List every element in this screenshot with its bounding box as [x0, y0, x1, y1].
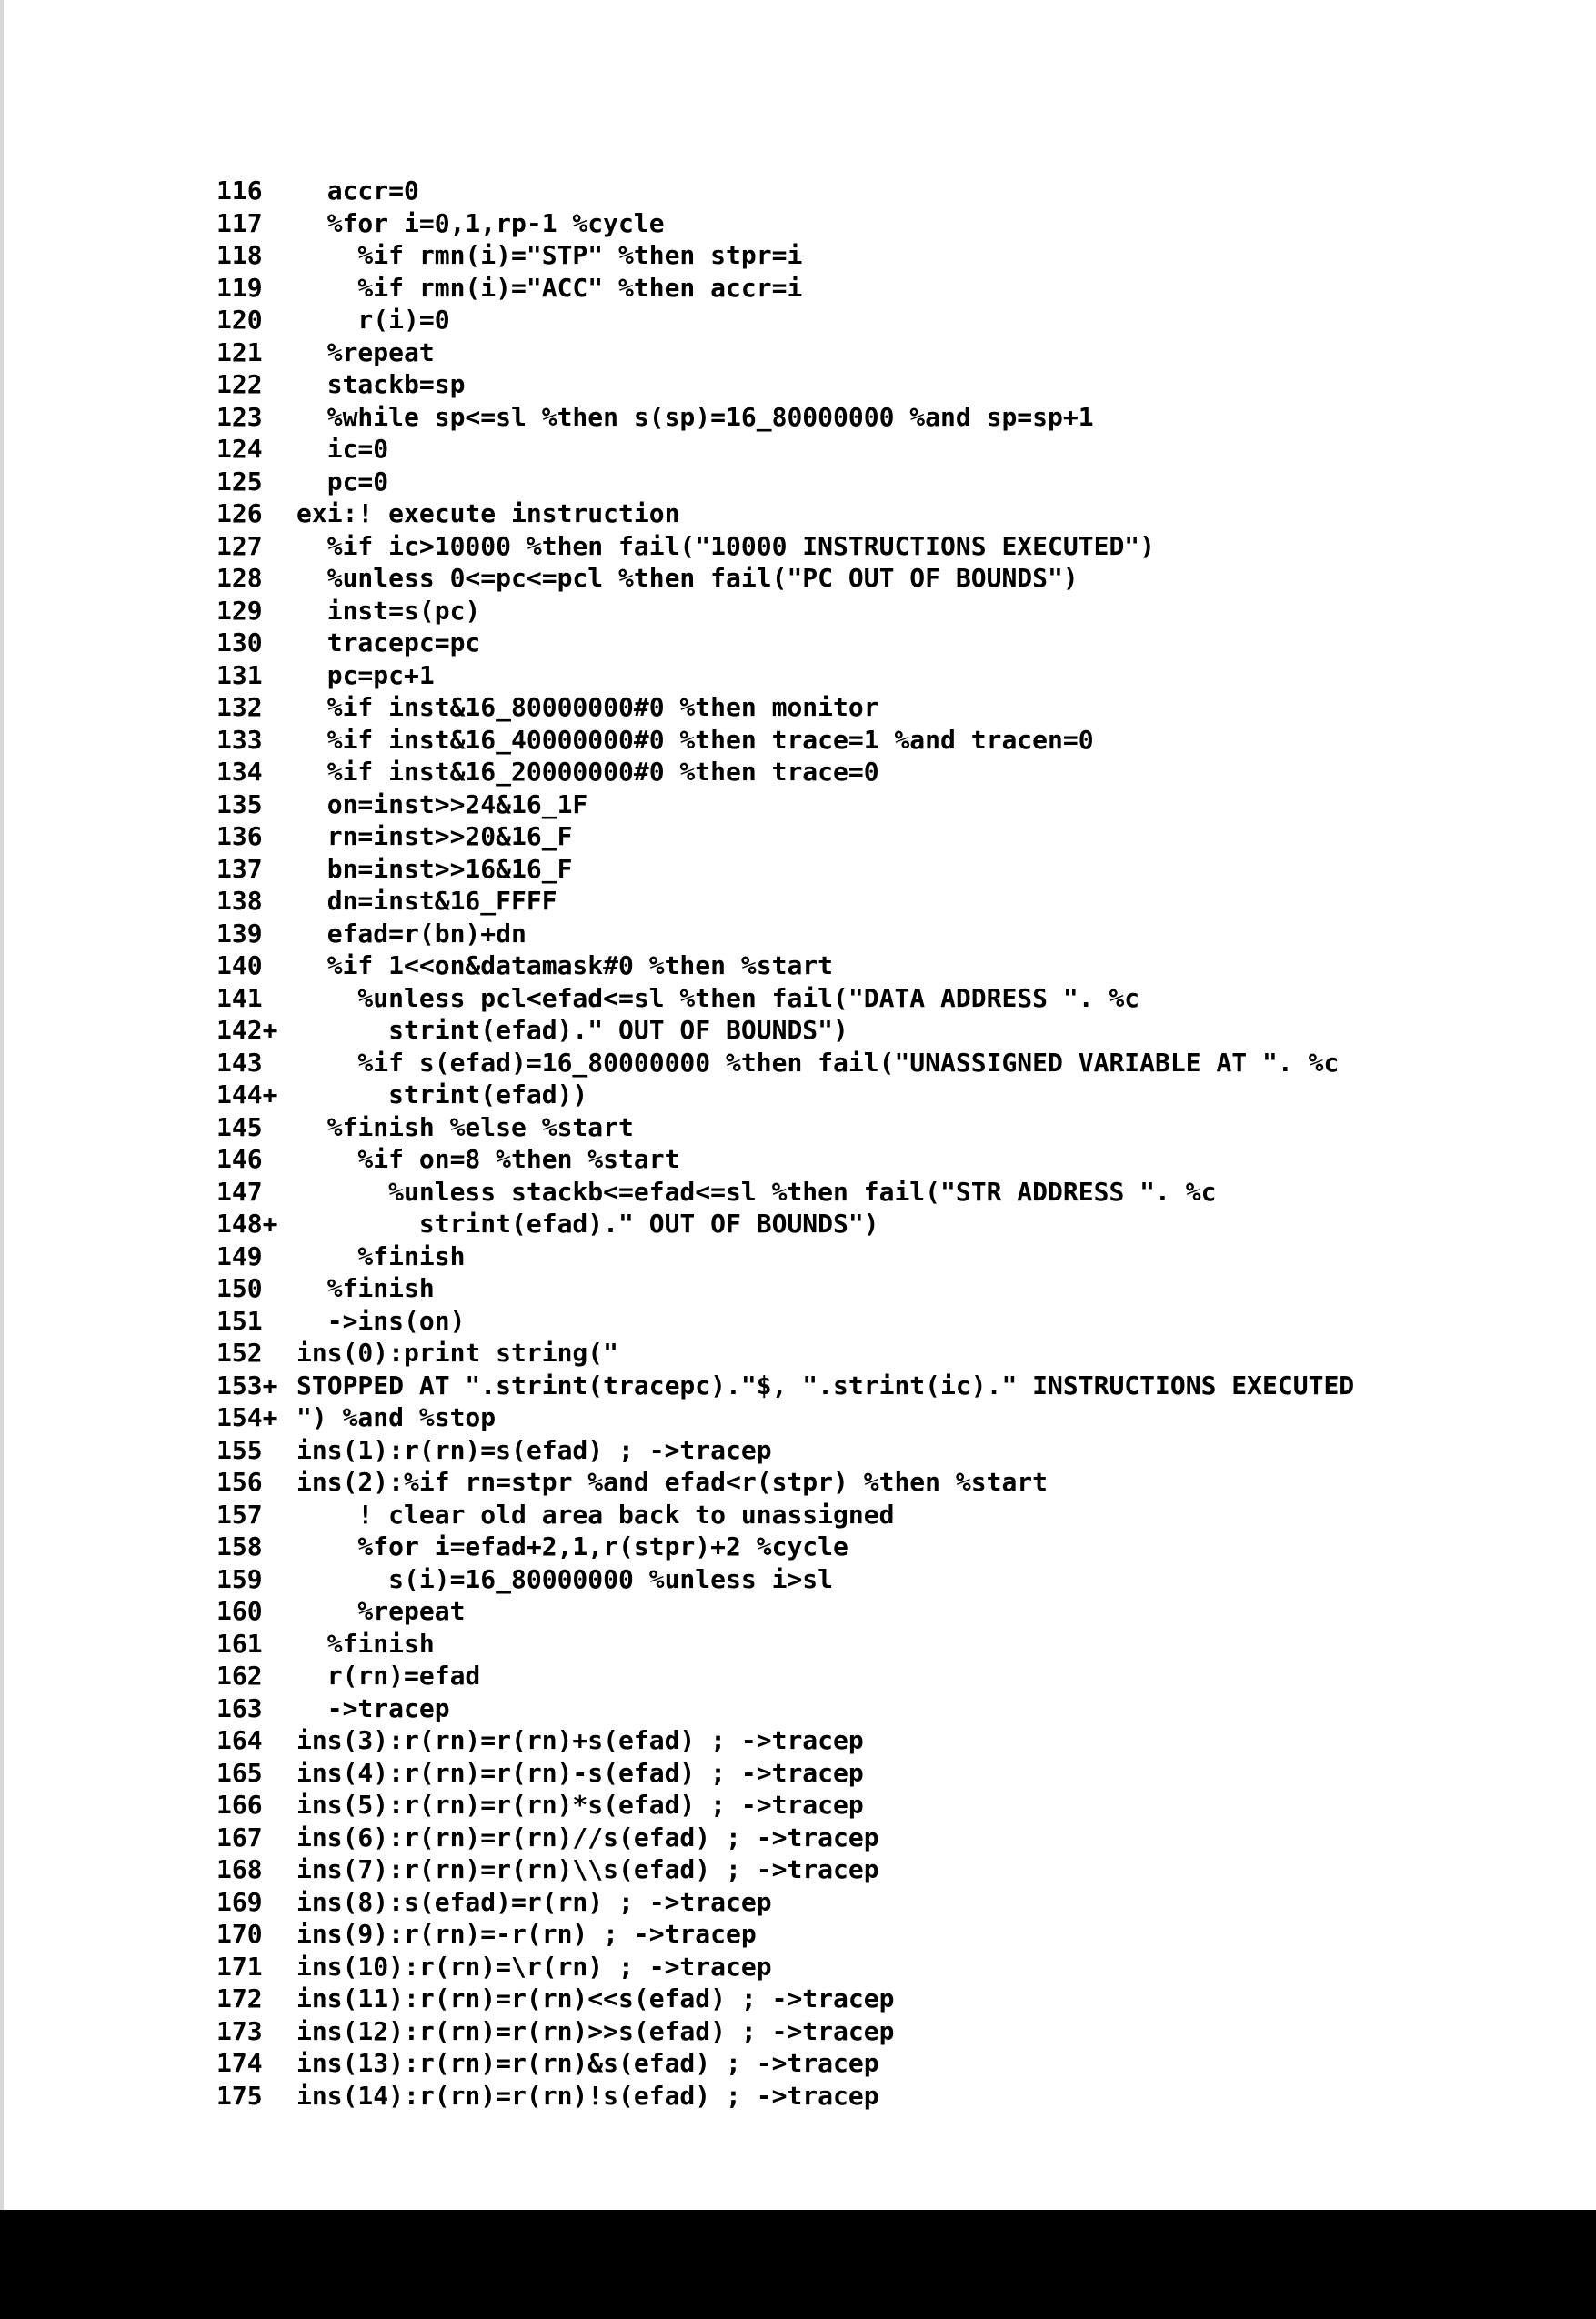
line-text: ins(4):r(rn)=r(rn)-s(efad) ; ->tracep: [296, 1757, 864, 1788]
line-text: %finish: [296, 1273, 435, 1303]
line-number: 122: [216, 369, 263, 399]
code-line: [216, 1176, 1354, 1209]
code-line: [216, 497, 1354, 530]
code-line: [216, 627, 1354, 659]
line-number: 150: [216, 1273, 263, 1303]
line-text: %for i=efad+2,1,r(stpr)+2 %cycle: [296, 1531, 848, 1561]
code-line: [216, 1724, 1354, 1757]
line-number: 128: [216, 563, 263, 593]
line-number: 152: [216, 1338, 263, 1368]
line-number: 143: [216, 1047, 263, 1078]
code-line: [216, 1983, 1354, 2015]
line-number: 140: [216, 950, 263, 980]
line-text: bn=inst>>16&16_F: [296, 853, 573, 884]
line-text: %if on=8 %then %start: [296, 1144, 680, 1174]
line-text: %while sp<=sl %then s(sp)=16_80000000 %and sp=sp+1: [296, 401, 1094, 432]
code-line: [216, 820, 1354, 853]
code-line: [216, 466, 1354, 498]
line-text: %if s(efad)=16_80000000 %then fail("UNASSIGNED VARIABLE AT ". %c: [296, 1047, 1340, 1078]
line-text: %repeat: [296, 1596, 466, 1626]
line-number: 155: [216, 1434, 263, 1465]
line-number: 153+: [216, 1370, 278, 1400]
code-line: [216, 2047, 1354, 2080]
line-text: STOPPED AT ".strint(tracepc)."$, ".strint(ic)." INSTRUCTIONS EXECUTED: [296, 1370, 1355, 1400]
line-text: stackb=sp: [296, 369, 466, 399]
line-text: %if inst&16_20000000#0 %then trace=0: [296, 757, 879, 787]
code-line: [216, 1401, 1354, 1434]
line-number: 129: [216, 595, 263, 626]
line-number: 139: [216, 918, 263, 949]
line-text: %unless 0<=pc<=pcl %then fail("PC OUT OF BOUNDS"): [296, 563, 1079, 593]
code-line: [216, 1240, 1354, 1273]
code-line: [216, 1111, 1354, 1144]
code-line: [216, 1143, 1354, 1176]
line-number: 135: [216, 788, 263, 819]
line-text: %if ic>10000 %then fail("10000 INSTRUCTIONS EXECUTED"): [296, 530, 1156, 561]
code-line: [216, 433, 1354, 466]
line-text: ins(6):r(rn)=r(rn)//s(efad) ; ->tracep: [296, 1822, 879, 1852]
line-text: ins(14):r(rn)=r(rn)!s(efad) ; ->tracep: [296, 2080, 879, 2111]
line-number: 119: [216, 272, 263, 303]
line-number: 118: [216, 240, 263, 270]
code-line: [216, 1370, 1354, 1402]
code-line: [216, 1014, 1354, 1047]
line-number: 116: [216, 176, 263, 206]
line-number: 142+: [216, 1015, 278, 1045]
line-text: ic=0: [296, 434, 389, 464]
line-text: r(rn)=efad: [296, 1661, 481, 1691]
line-text: strint(efad)): [296, 1079, 588, 1109]
line-text: %if inst&16_80000000#0 %then monitor: [296, 692, 879, 722]
code-line: [216, 982, 1354, 1015]
line-text: inst=s(pc): [296, 595, 481, 626]
code-line: [216, 1434, 1354, 1467]
code-line: [216, 336, 1354, 369]
line-number: 147: [216, 1176, 263, 1207]
line-number: 134: [216, 757, 263, 787]
line-text: ins(8):s(efad)=r(rn) ; ->tracep: [296, 1886, 772, 1917]
line-number: 173: [216, 2015, 263, 2046]
line-number: 130: [216, 627, 263, 658]
code-line: [216, 1079, 1354, 1111]
line-text: %repeat: [296, 336, 435, 367]
line-text: ins(0):print string(": [296, 1338, 619, 1368]
code-line: [216, 1499, 1354, 1531]
line-text: accr=0: [296, 176, 419, 206]
code-line: [216, 1822, 1354, 1854]
line-text: rn=inst>>20&16_F: [296, 821, 573, 851]
line-text: exi:! execute instruction: [296, 498, 680, 528]
code-line: [216, 1628, 1354, 1661]
line-number: 174: [216, 2048, 263, 2078]
code-line: [216, 1660, 1354, 1692]
code-listing: [216, 175, 1354, 2112]
line-number: 162: [216, 1661, 263, 1691]
code-line: [216, 1789, 1354, 1822]
code-line: [216, 1272, 1354, 1305]
line-number: 145: [216, 1111, 263, 1142]
line-number: 159: [216, 1563, 263, 1594]
line-text: ins(11):r(rn)=r(rn)<<s(efad) ; ->tracep: [296, 1983, 895, 2013]
line-text: r(i)=0: [296, 305, 450, 335]
line-text: %finish: [296, 1240, 466, 1271]
line-text: strint(efad)." OUT OF BOUNDS"): [296, 1015, 848, 1045]
line-text: %for i=0,1,rp-1 %cycle: [296, 207, 665, 238]
line-number: 137: [216, 853, 263, 884]
line-text: ins(7):r(rn)=r(rn)\\s(efad) ; ->tracep: [296, 1854, 879, 1884]
scan-left-edge: [0, 0, 4, 2210]
line-text: dn=inst&16_FFFF: [296, 886, 557, 916]
line-text: %if inst&16_40000000#0 %then trace=1 %and tracen=0: [296, 724, 1094, 755]
line-number: 120: [216, 305, 263, 335]
line-text: strint(efad)." OUT OF BOUNDS"): [296, 1209, 879, 1239]
line-number: 138: [216, 886, 263, 916]
line-number: 133: [216, 724, 263, 755]
code-line: [216, 272, 1354, 305]
line-text: tracepc=pc: [296, 627, 481, 658]
line-number: 158: [216, 1531, 263, 1561]
code-line: [216, 595, 1354, 627]
line-text: pc=pc+1: [296, 659, 435, 690]
line-text: %if rmn(i)="STP" %then stpr=i: [296, 240, 803, 270]
line-number: 132: [216, 692, 263, 722]
line-number: 151: [216, 1305, 263, 1336]
line-text: ->tracep: [296, 1692, 450, 1723]
line-number: 170: [216, 1919, 263, 1949]
line-number: 121: [216, 336, 263, 367]
line-number: 167: [216, 1822, 263, 1852]
code-line: [216, 1918, 1354, 1951]
line-number: 154+: [216, 1402, 278, 1432]
line-number: 127: [216, 530, 263, 561]
line-number: 131: [216, 659, 263, 690]
code-line: [216, 239, 1354, 272]
line-number: 163: [216, 1692, 263, 1723]
code-line: [216, 1951, 1354, 1983]
line-text: ins(2):%if rn=stpr %and efad<r(stpr) %then %start: [296, 1467, 1049, 1497]
line-text: ins(9):r(rn)=-r(rn) ; ->tracep: [296, 1919, 757, 1949]
line-number: 164: [216, 1725, 263, 1755]
line-number: 175: [216, 2080, 263, 2111]
code-line: [216, 530, 1354, 563]
code-line: [216, 368, 1354, 401]
line-number: 168: [216, 1854, 263, 1884]
line-text: s(i)=16_80000000 %unless i>sl: [296, 1563, 834, 1594]
line-number: 136: [216, 821, 263, 851]
line-text: %finish %else %start: [296, 1111, 634, 1142]
line-text: ") %and %stop: [296, 1402, 497, 1432]
line-text: ins(13):r(rn)=r(rn)&s(efad) ; ->tracep: [296, 2048, 879, 2078]
line-text: ! clear old area back to unassigned: [296, 1499, 895, 1530]
code-line: [216, 885, 1354, 918]
code-line: [216, 659, 1354, 692]
line-number: 123: [216, 401, 263, 432]
line-text: ->ins(on): [296, 1305, 466, 1336]
line-number: 161: [216, 1628, 263, 1659]
code-line: [216, 1563, 1354, 1596]
code-line: [216, 304, 1354, 336]
code-line: [216, 1208, 1354, 1240]
scan-bottom-border: [0, 2210, 1596, 2319]
line-text: %if rmn(i)="ACC" %then accr=i: [296, 272, 803, 303]
line-number: 172: [216, 1983, 263, 2013]
code-line: [216, 949, 1354, 982]
line-number: 124: [216, 434, 263, 464]
line-number: 160: [216, 1596, 263, 1626]
line-number: 165: [216, 1757, 263, 1788]
line-text: efad=r(bn)+dn: [296, 918, 527, 949]
line-number: 126: [216, 498, 263, 528]
line-number: 117: [216, 207, 263, 238]
code-line: [216, 1886, 1354, 1919]
line-number: 146: [216, 1144, 263, 1174]
line-number: 157: [216, 1499, 263, 1530]
code-line: [216, 1595, 1354, 1628]
line-text: ins(5):r(rn)=r(rn)*s(efad) ; ->tracep: [296, 1790, 864, 1820]
code-line: [216, 691, 1354, 724]
code-line: [216, 724, 1354, 757]
code-line: [216, 756, 1354, 788]
line-text: %finish: [296, 1628, 435, 1659]
code-line: [216, 2080, 1354, 2113]
line-number: 171: [216, 1951, 263, 1982]
code-line: [216, 1757, 1354, 1790]
code-line: [216, 918, 1354, 950]
line-number: 156: [216, 1467, 263, 1497]
line-number: 141: [216, 982, 263, 1013]
line-text: ins(3):r(rn)=r(rn)+s(efad) ; ->tracep: [296, 1725, 864, 1755]
line-number: 149: [216, 1240, 263, 1271]
line-text: on=inst>>24&16_1F: [296, 788, 588, 819]
line-number: 144+: [216, 1079, 278, 1109]
code-line: [216, 853, 1354, 886]
line-text: ins(1):r(rn)=s(efad) ; ->tracep: [296, 1434, 772, 1465]
line-text: %unless pcl<efad<=sl %then fail("DATA ADDRESS ". %c: [296, 982, 1140, 1013]
line-text: ins(12):r(rn)=r(rn)>>s(efad) ; ->tracep: [296, 2015, 895, 2046]
code-line: [216, 788, 1354, 821]
code-line: [216, 1692, 1354, 1725]
code-line: [216, 1047, 1354, 1079]
code-line: [216, 207, 1354, 240]
code-line: [216, 1466, 1354, 1499]
line-number: 169: [216, 1886, 263, 1917]
code-line: [216, 175, 1354, 207]
code-line: [216, 401, 1354, 434]
code-line: [216, 1337, 1354, 1370]
line-number: 166: [216, 1790, 263, 1820]
line-text: %if 1<<on&datamask#0 %then %start: [296, 950, 834, 980]
code-line: [216, 1853, 1354, 1886]
code-line: [216, 562, 1354, 595]
line-number: 125: [216, 466, 263, 497]
line-text: %unless stackb<=efad<=sl %then fail("STR ADDRESS ". %c: [296, 1176, 1217, 1207]
line-text: pc=0: [296, 466, 389, 497]
code-line: [216, 1305, 1354, 1338]
line-number: 148+: [216, 1209, 278, 1239]
line-text: ins(10):r(rn)=\r(rn) ; ->tracep: [296, 1951, 772, 1982]
code-line: [216, 2015, 1354, 2048]
code-line: [216, 1531, 1354, 1563]
